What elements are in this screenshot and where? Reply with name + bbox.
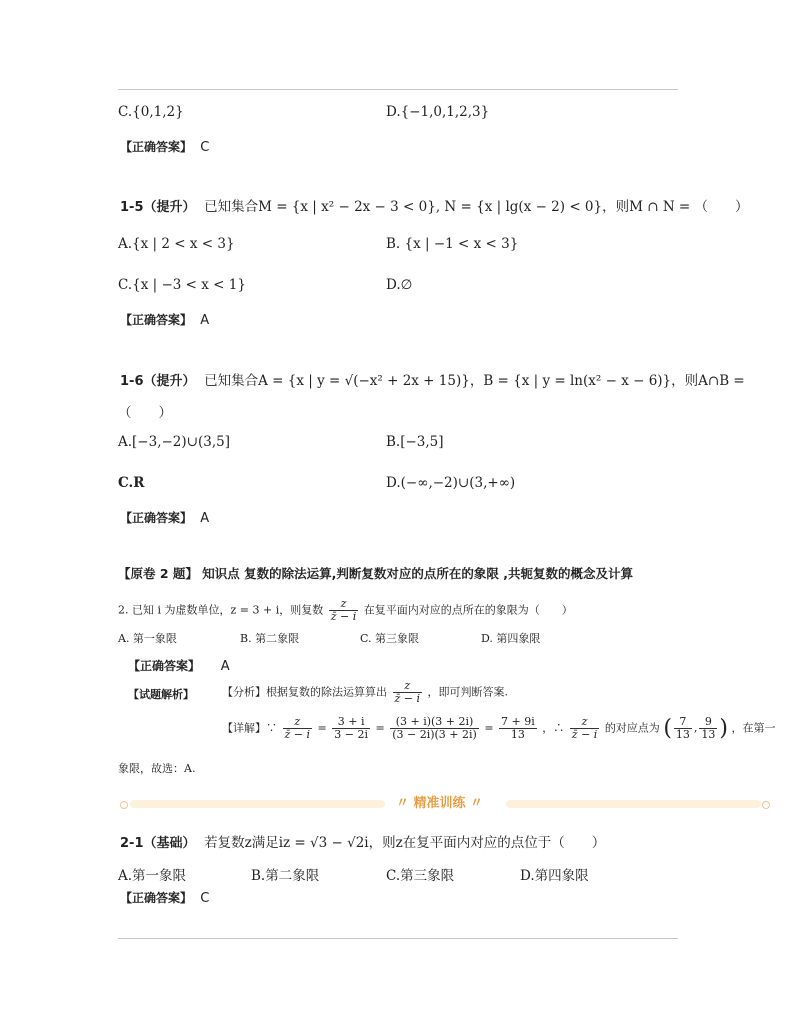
fraction-numerator: 7 [674,716,692,729]
detail-end: ，在第一 [731,721,776,735]
banner-title: 〃 精准训练 〃 [396,796,484,811]
fraction-denominator: 13 [675,728,690,742]
option-d: D.{−1,0,1,2,3} [386,104,490,120]
question-number: 1-6（提升） [120,374,196,389]
fraction-numerator: 3 + i [332,716,370,729]
detail-line: 【详解】∵ $\frac{z}{z̄ - i}$ = $\frac{3 + i}{3 - 2i}$ = $\frac{(3 + i)(3 + 2i)}{(3 - 2i)(3 + 2i)}$ = $\frac{7 + 9i}{13}$ ，∴ $\frac{z}{z̄ - i}$ 的对应点为 ( $\frac{7}{13}$ , $\frac{9}{13}$ ) ，在第一 [222,715,776,742]
option-a: A. 第一象限 [118,632,177,645]
question-2 [118,598,573,623]
detail-label: 【详解】∵ [222,721,277,735]
fraction-denominator: (3 − 2i)(3 + 2i) [392,728,477,742]
answer-value: A [220,659,230,674]
fraction-z [283,716,313,741]
question-stem-a: 2. 已知 i 为虚数单位，z = 3 + i，则复数 [118,603,324,617]
question-number: 1-5（提升） [120,200,196,215]
option-b: B. {x | −1 < x < 3} [386,236,519,252]
bottom-divider [118,938,678,939]
option-c: C.R [118,475,145,491]
question-number: 2-1（基础） [120,836,196,851]
answer-value: A [200,313,210,328]
option-c: C.{0,1,2} [118,104,184,120]
equals: = [375,721,385,735]
option-a: A.[−3,−2)∪(3,5] [118,434,230,450]
equals: = [484,721,494,735]
question-1-6 [120,369,745,389]
fraction-z [329,598,359,623]
question-stem: 已知集合A = {x | y = √(−x² + 2x + 15)}，B = {x | y = ln(x² − x − 6)}，则A∩B = [204,373,745,389]
analysis-line [222,680,508,705]
banner-line-right [506,800,761,808]
answer-label: 【正确答案】 [120,891,193,905]
equals: = [317,721,327,735]
banner-dot-left [120,801,128,809]
question-stem-b: 在复平面内对应的点所在的象限为（ ） [363,603,573,617]
fraction-denominator: z̄ − i [330,610,357,624]
fraction-2 [332,716,370,741]
fraction-numerator: z [393,680,423,693]
point-y [699,716,717,741]
option-d: D.∅ [386,277,413,293]
banner-dot-right [762,801,770,809]
fraction-z [393,680,423,705]
point-x [674,716,692,741]
fraction-numerator: 9 [699,716,717,729]
fraction-denominator: 3 − 2i [334,728,368,742]
answer-label: 【正确答案】 [128,659,201,673]
answer-row [120,311,209,328]
question-paren: （ ） [118,405,172,421]
question-stem: 若复数z满足iz = √3 − √2i，则z在复平面内对应的点位于（ ） [204,835,606,851]
answer-value: A [200,511,210,526]
fraction-z [570,716,600,741]
option-c: C.{x | −3 < x < 1} [118,277,246,293]
analysis-text-a: 【分析】根据复数的除法运算算出 [222,685,387,699]
point: ( [663,716,672,742]
option-c: C.第三象限 [386,868,455,884]
detail-mid: 的对应点为 [604,721,660,735]
fraction-denominator: z̄ − i [394,692,421,706]
fraction-numerator: (3 + i)(3 + 2i) [390,716,479,729]
fraction-denominator: z̄ − i [571,728,598,742]
answer-row [128,657,230,674]
fraction-numerator: z [283,716,313,729]
top-divider [118,89,678,90]
answer-row [120,509,209,526]
answer-row [120,889,209,906]
fraction-3 [390,716,479,741]
option-b: B.第二象限 [251,868,320,884]
fraction-numerator: z [329,598,359,611]
answer-value: C [200,891,210,906]
question-1-5 [120,195,749,215]
therefore: ，∴ [542,721,565,735]
option-a: A.第一象限 [118,868,187,884]
analysis-text-b: ，即可判断答案. [427,685,509,699]
option-b: B.[−3,5] [386,434,444,450]
option-b: B. 第二象限 [240,632,300,645]
fraction-4 [499,716,537,741]
fraction-denominator: 13 [701,728,716,742]
detail-line-2: 象限，故选：A. [118,762,196,775]
fraction-denominator: 13 [510,728,525,742]
option-c: C. 第三象限 [360,632,420,645]
fraction-denominator: z̄ − i [284,728,311,742]
answer-label: 【正确答案】 [120,140,193,154]
question-2-1 [120,831,605,851]
analysis-label: 【试题解析】 [128,688,194,701]
section-heading: 【原卷 2 题】 知识点 复数的除法运算,判断复数对应的点所在的象限 ,共轭复数的概念及计算 [118,566,633,581]
option-d: D.(−∞,−2)∪(3,+∞) [386,475,516,491]
option-d: D.第四象限 [520,868,589,884]
banner-line-left [130,800,385,808]
answer-value: C [200,140,210,155]
answer-row [120,138,209,155]
option-d: D. 第四象限 [481,632,541,645]
option-a: A.{x | 2 < x < 3} [118,236,235,252]
question-stem: 已知集合M = {x | x² − 2x − 3 < 0}, N = {x | lg(x − 2) < 0}，则M ∩ N = （ ） [204,199,749,215]
answer-label: 【正确答案】 [120,313,193,327]
fraction-numerator: z [570,716,600,729]
fraction-numerator: 7 + 9i [501,715,535,728]
answer-label: 【正确答案】 [120,511,193,525]
